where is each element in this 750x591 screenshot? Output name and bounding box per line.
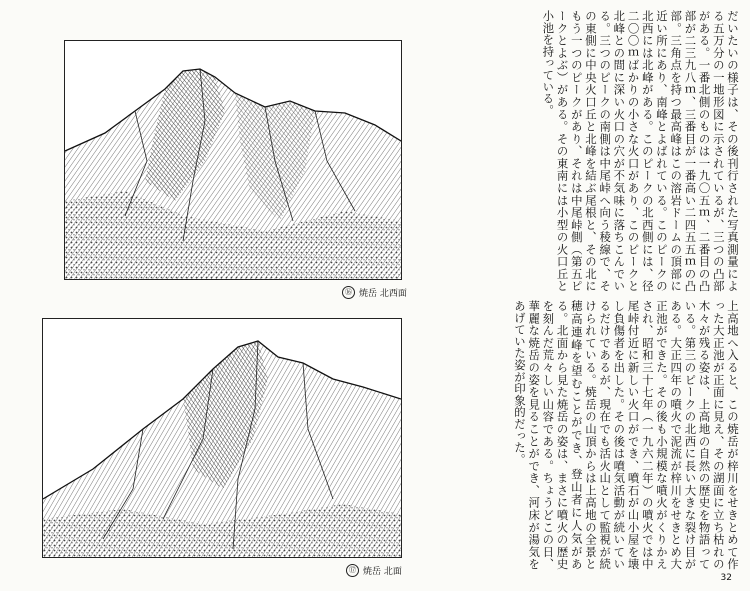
mountain-sketch-northwest (65, 41, 401, 279)
figure-number-17: ⑰ (346, 564, 359, 577)
figure-yakedake-northwest (64, 40, 402, 280)
figure-caption-17 (346, 564, 402, 577)
text-column-top-right: だいたいの様子は、その後刊行された写真測量による五万分の一地形図に示されているが、三つの凸部がある。一番北側のものは一九〇五ｍ、二番目の凸部が二三九八ｍ、三番目が一番高い二四五五ｍの凸部。三角点を持つ最高峰はこの溶岩ドームの頂部に近い所にあり、南峰とよばれている。このピークの北西には北峰がある。このピークの北西側には、径二〇〇ｍばかりの小さな火口があり、このピークと北峰との間に深い火口の穴が不気味に落ちこんでいる。三つのピークの南側は中尾峠へ向う稜線で、その東側に中央火口丘と北峰を結ぶ尾根と、その北にもう一つのピークがあり、それは中尾峠側（第五ピークとよぶ）がある。その東南には小型の火口丘と小池を持っている。 (541, 10, 740, 292)
mountain-sketch-north (43, 319, 401, 557)
text-column-bottom-right: 上高地へ入ると、この焼岳が梓川をせきとめて作った大正池が正面に見え、その湖面に立ち枯れの木々が残る姿は、上高地の自然の歴史を物語っている。第三のピークの北西に長い大きな裂け目がある。大正四年の噴火で泥流が梓川をせきとめ大正池ができた。その後も小規模な噴火がくりかえされ、昭和三十七年（一九六二年）の噴火では中尾峠付近に新しい火口ができ、噴石が山小屋を壊し負傷者を出した。その後は噴気活動が続いているだけであるが、現在でも活火山として監視が続けられている。焼岳の山頂からは上高地の全景と穂高連峰を望むことができ、登山者に人気がある。北面から見た焼岳の姿は、まさに噴火の歴史を刻んだ荒々しい山容である。ちょうどこの日、華麗な焼岳の姿を見ることができ、河床が湯気をあげていた姿が印象的だった。 (512, 300, 740, 570)
figure-caption-text-17: 焼岳 北面 (363, 567, 402, 577)
page-number: 32 (720, 573, 732, 583)
figure-caption-text-16: 焼岳 北西面 (359, 289, 407, 299)
figure-yakedake-north (42, 318, 402, 558)
figure-caption-16 (342, 286, 407, 299)
figure-number-16: ⑯ (342, 286, 355, 299)
